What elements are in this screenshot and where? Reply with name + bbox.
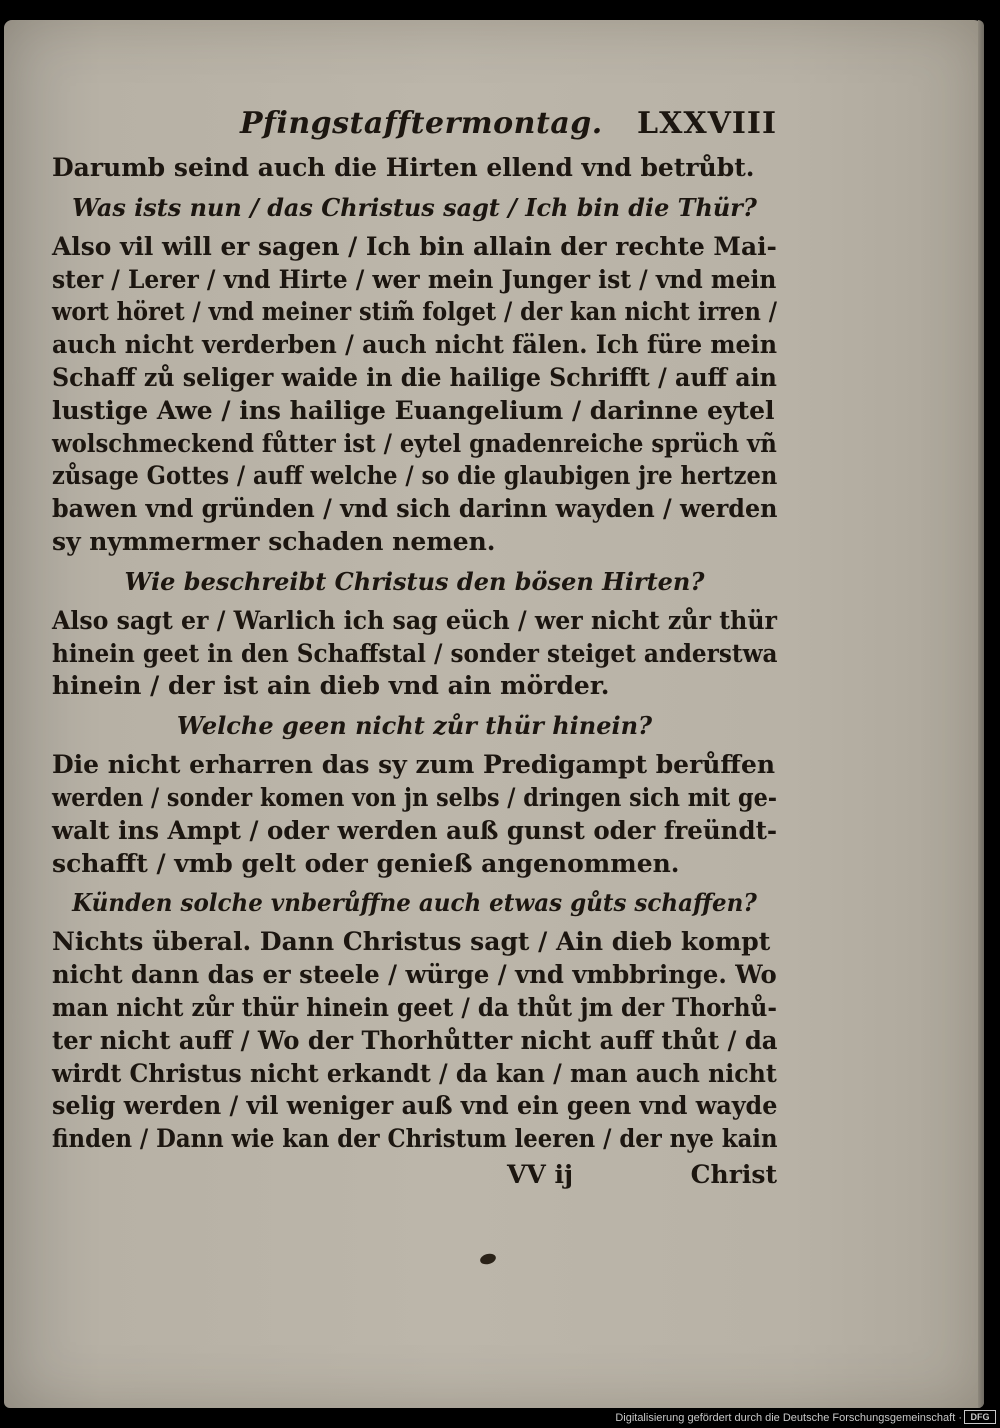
page-header	[52, 106, 777, 152]
body-text	[52, 152, 777, 1156]
text-line: wort höret / vnd meiner stim̃ folget / der kan nicht irren /	[52, 297, 777, 327]
catchword: Christ	[690, 1159, 777, 1189]
text-line: ster / Lerer / vnd Hirte / wer mein Junger ist / vnd mein	[52, 264, 777, 294]
question-heading: Künden solche vnberůffne auch etwas gůts schaffen?	[72, 888, 757, 918]
text-line: werden / sonder komen von jn selbs / dringen sich mit ge-	[52, 782, 778, 812]
text-line: wirdt Christus nicht erkandt / da kan / man auch nicht	[52, 1058, 777, 1088]
text-line: finden / Dann wie kan der Christum leeren / der nye kain	[52, 1124, 778, 1154]
text-line: nicht dann das er steele / würge / vnd vmbbringe. Wo	[52, 960, 777, 990]
running-head: Pfingstafftermontag.	[240, 106, 603, 141]
text-line: Schaff zů seliger waide in die hailige Schrifft / auff ain	[52, 362, 777, 392]
text-line: ter nicht auff / Wo der Thorhůtter nicht auff thůt / da	[52, 1025, 778, 1055]
question-heading: Welche geen nicht zůr thür hinein?	[176, 711, 653, 741]
text-line: Die nicht erharren das sy zum Predigampt berůffen	[52, 750, 776, 780]
text-line: wolschmeckend fůtter ist / eytel gnadenreiche sprüch vñ	[52, 428, 777, 458]
text-line: sy nymmermer schaden nemen.	[52, 526, 496, 556]
signature-mark: VV ij	[507, 1159, 574, 1189]
dfg-logo: DFG	[964, 1410, 996, 1424]
text-line: hinein geet in den Schaffstal / sonder steiget anderstwa	[52, 638, 778, 668]
text-line: zůsage Gottes / auff welche / so die glaubigen jre hertzen	[52, 461, 778, 491]
text-line: Nichts überal. Dann Christus sagt / Ain dieb kompt	[52, 927, 771, 957]
question-heading: Was ists nun / das Christus sagt / Ich bin die Thür?	[72, 192, 757, 222]
question-heading: Wie beschreibt Christus den bösen Hirten?	[124, 566, 705, 596]
folio-number: LXXVIII	[636, 106, 777, 141]
text-line: auch nicht verderben / auch nicht fälen. Ich füre mein	[52, 330, 777, 360]
digitization-credit: Digitalisierung gefördert durch die Deutsche Forschungsgemeinschaft ·	[615, 1412, 962, 1424]
text-line: Darumb seind auch die Hirten ellend vnd betrůbt.	[52, 153, 755, 182]
text-line: Also vil will er sagen / Ich bin allain der rechte Mai-	[52, 231, 777, 261]
page-edge	[978, 20, 984, 1408]
text-line: schafft / vmb gelt oder genieß angenommen.	[52, 848, 680, 878]
text-line: walt ins Ampt / oder werden auß gunst oder freündt-	[52, 815, 778, 845]
text-line: Also sagt er / Warlich ich sag eüch / wer nicht zůr thür	[52, 605, 777, 635]
text-line: selig werden / vil weniger auß vnd ein geen vnd wayde	[52, 1091, 778, 1121]
text-line: hinein / der ist ain dieb vnd ain mörder.	[52, 671, 610, 701]
text-line: bawen vnd gründen / vnd sich darinn wayden / werden	[52, 494, 778, 524]
text-line: man nicht zůr thür hinein geet / da thůt jm der Thorhů-	[52, 992, 777, 1022]
text-line: lustige Awe / ins hailige Euangelium / darinne eytel	[52, 395, 775, 425]
page-footer	[52, 1160, 777, 1196]
ink-blot-ornament	[479, 1252, 497, 1266]
book-page	[4, 20, 984, 1408]
text-block	[52, 106, 777, 1196]
